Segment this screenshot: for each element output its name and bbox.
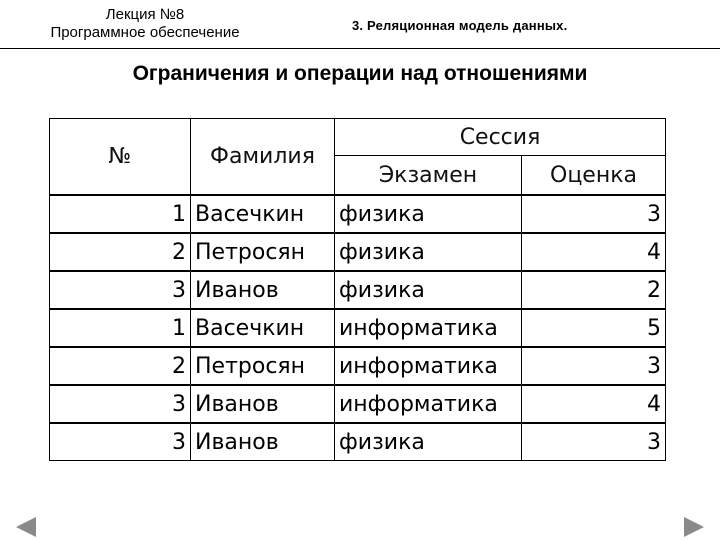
cell-exam: физика <box>335 271 522 309</box>
triangle-left-icon[interactable] <box>16 517 36 537</box>
cell-surname: Иванов <box>191 385 335 423</box>
cell-grade: 3 <box>522 423 666 461</box>
table-row <box>50 347 666 385</box>
cell-grade: 4 <box>522 233 666 271</box>
cell-number: 1 <box>50 309 191 347</box>
cell-exam: информатика <box>335 309 522 347</box>
cell-grade: 5 <box>522 309 666 347</box>
cell-number: 3 <box>50 271 191 309</box>
column-header-surname: Фамилия <box>191 119 335 196</box>
cell-exam: физика <box>335 195 522 233</box>
cell-grade: 3 <box>522 347 666 385</box>
cell-number: 1 <box>50 195 191 233</box>
column-header-session: Сессия <box>335 119 666 156</box>
cell-number: 2 <box>50 347 191 385</box>
table-row <box>50 309 666 347</box>
table-row <box>50 195 666 233</box>
cell-exam: информатика <box>335 347 522 385</box>
table-header-row <box>50 119 666 156</box>
course-name: Программное обеспечение <box>50 24 240 41</box>
table-row <box>50 233 666 271</box>
cell-grade: 3 <box>522 195 666 233</box>
cell-grade: 2 <box>522 271 666 309</box>
cell-surname: Петросян <box>191 233 335 271</box>
lecture-info <box>0 6 290 42</box>
section-title: 3. Реляционная модель данных. <box>352 18 568 33</box>
cell-surname: Васечкин <box>191 309 335 347</box>
header-divider <box>0 48 720 49</box>
column-header-grade: Оценка <box>522 156 666 196</box>
cell-exam: физика <box>335 233 522 271</box>
triangle-right-icon[interactable] <box>684 517 704 537</box>
cell-surname: Петросян <box>191 347 335 385</box>
cell-number: 2 <box>50 233 191 271</box>
table-row <box>50 423 666 461</box>
cell-number: 3 <box>50 385 191 423</box>
column-header-exam: Экзамен <box>335 156 522 196</box>
cell-exam: физика <box>335 423 522 461</box>
cell-surname: Иванов <box>191 423 335 461</box>
cell-surname: Иванов <box>191 271 335 309</box>
table-row <box>50 271 666 309</box>
lecture-number: Лекция №8 <box>105 6 185 23</box>
column-header-number: № <box>50 119 191 196</box>
cell-surname: Васечкин <box>191 195 335 233</box>
table-row <box>50 385 666 423</box>
cell-grade: 4 <box>522 385 666 423</box>
cell-exam: информатика <box>335 385 522 423</box>
session-table <box>49 118 666 461</box>
cell-number: 3 <box>50 423 191 461</box>
slide-title: Ограничения и операции над отношениями <box>132 62 588 85</box>
